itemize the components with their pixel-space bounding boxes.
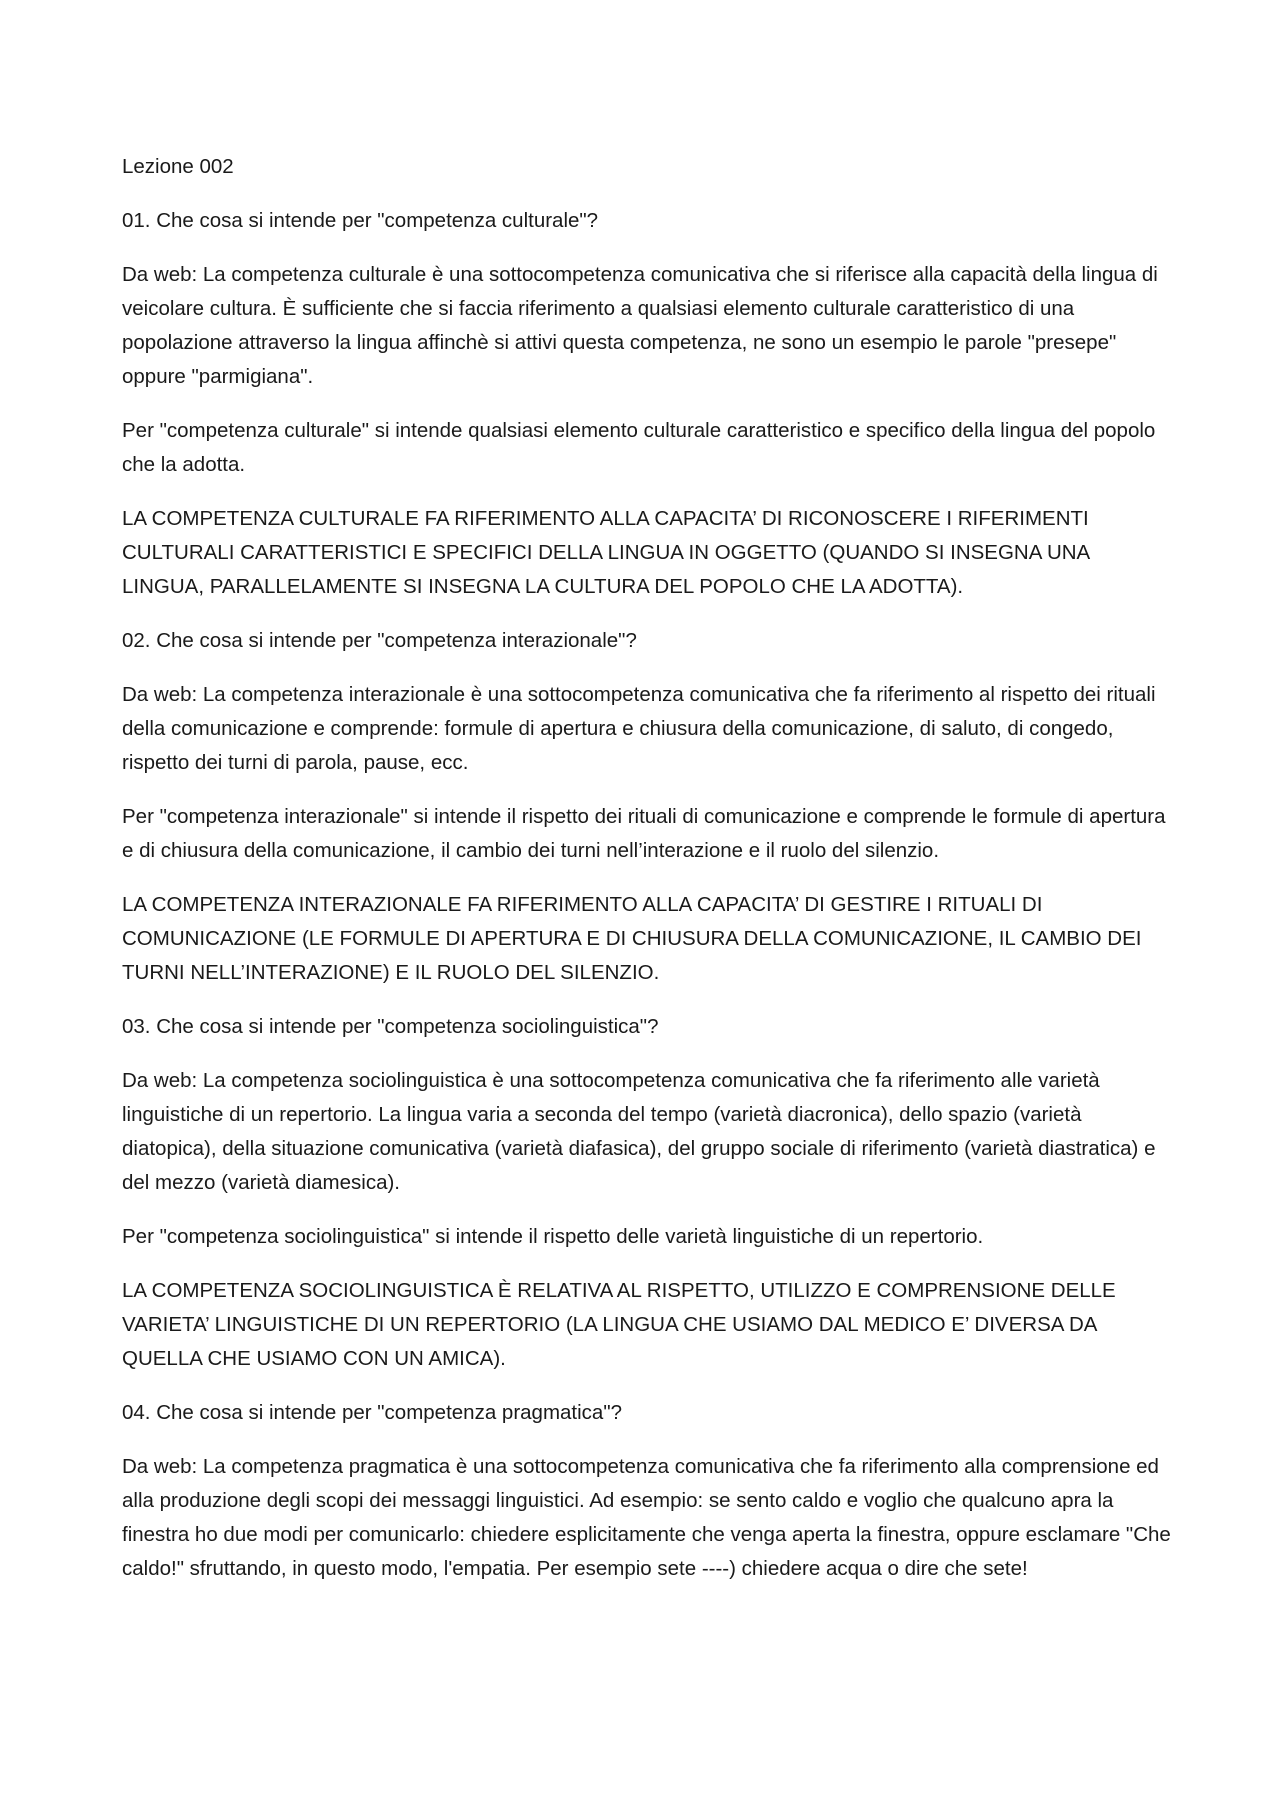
question-04: 04. Che cosa si intende per "competenza pragmatica"? (122, 1401, 623, 1424)
question-03: 03. Che cosa si intende per "competenza sociolinguistica"? (122, 1015, 659, 1038)
web-answer-02: Da web: La competenza interazionale è una sottocompetenza comunicativa che fa riferimento al rispetto dei rituali della comunicazione e comprende: formule di apertura e chiusura della comunicazione, di saluto, di congedo, rispetto dei turni di parola, pause, ecc. (122, 683, 1156, 774)
web-answer-04: Da web: La competenza pragmatica è una sottocompetenza comunicativa che fa riferimento alla comprensione ed alla produzione degli scopi dei messaggi linguistici. Ad esempio: se sento caldo e voglio che qualcuno apra la finestra ho due modi per comunicarlo: chiedere esplicitamente che venga aperta la finestra, oppure esclamare "Che caldo!" sfruttando, in questo modo, l'empatia. Per esempio sete ----) chiedere acqua o dire che sete! (122, 1455, 1171, 1580)
caps-answer-02: LA COMPETENZA INTERAZIONALE FA RIFERIMENTO ALLA CAPACITA’ DI GESTIRE I RITUALI DI COMUNICAZIONE (LE FORMULE DI APERTURA E DI CHIUSURA DELLA COMUNICAZIONE, IL CAMBIO DEI TURNI NELL’INTERAZIONE) E IL RUOLO DEL SILENZIO. (122, 893, 1142, 984)
caps-answer-03: LA COMPETENZA SOCIOLINGUISTICA È RELATIVA AL RISPETTO, UTILIZZO E COMPRENSIONE DELLE VARIETA’ LINGUISTICHE DI UN REPERTORIO (LA LINGUA CHE USIAMO DAL MEDICO E’ DIVERSA DA QUELLA CHE USIAMO CON UN AMICA). (122, 1279, 1116, 1370)
answer-01: Per "competenza culturale" si intende qualsiasi elemento culturale caratteristico e specifico della lingua del popolo che la adotta. (122, 419, 1156, 476)
caps-answer-01: LA COMPETENZA CULTURALE FA RIFERIMENTO ALLA CAPACITA’ DI RICONOSCERE I RIFERIMENTI CULTURALI CARATTERISTICI E SPECIFICI DELLA LINGUA IN OGGETTO (QUANDO SI INSEGNA UNA LINGUA, PARALLELAMENTE SI INSEGNA LA CULTURA DEL POPOLO CHE LA ADOTTA). (122, 507, 1090, 598)
web-answer-03: Da web: La competenza sociolinguistica è una sottocompetenza comunicativa che fa riferimento alle varietà linguistiche di un repertorio. La lingua varia a seconda del tempo (varietà diacronica), dello spazio (varietà diatopica), della situazione comunicativa (varietà diafasica), del gruppo sociale di riferimento (varietà diastratica) e del mezzo (varietà diamesica). (122, 1069, 1156, 1194)
answer-03: Per "competenza sociolinguistica" si intende il rispetto delle varietà linguistiche di un repertorio. (122, 1225, 984, 1248)
question-02: 02. Che cosa si intende per "competenza interazionale"? (122, 629, 637, 652)
lesson-title: Lezione 002 (122, 155, 234, 178)
web-answer-01: Da web: La competenza culturale è una sottocompetenza comunicativa che si riferisce alla capacità della lingua di veicolare cultura. È sufficiente che si faccia riferimento a qualsiasi elemento culturale caratteristico di una popolazione attraverso la lingua affinchè si attivi questa competenza, ne sono un esempio le parole "presepe" oppure "parmigiana". (122, 263, 1158, 388)
answer-02: Per "competenza interazionale" si intende il rispetto dei rituali di comunicazione e comprende le formule di apertura e di chiusura della comunicazione, il cambio dei turni nell’interazione e il ruolo del silenzio. (122, 805, 1166, 862)
document-body (122, 150, 1172, 1606)
question-01: 01. Che cosa si intende per "competenza culturale"? (122, 209, 599, 232)
